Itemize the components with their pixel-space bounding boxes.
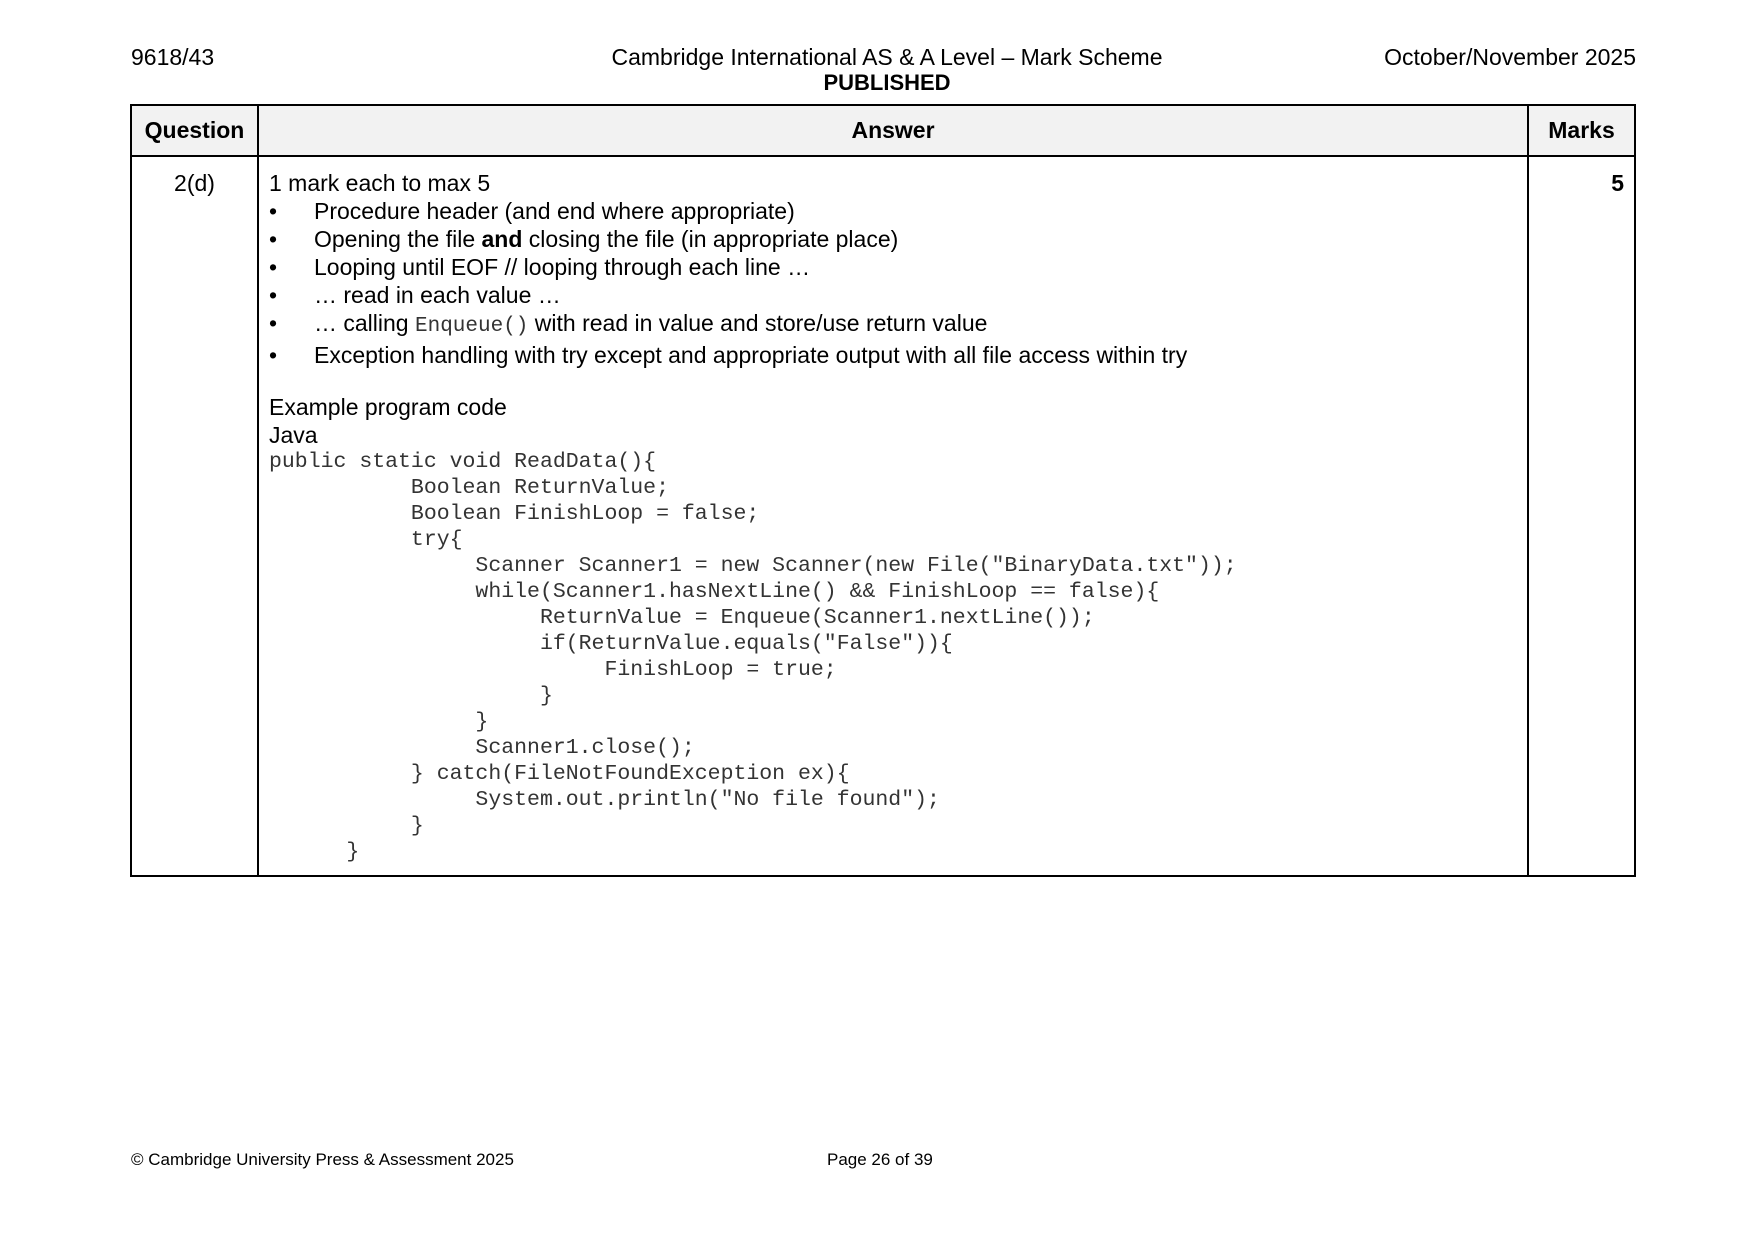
column-header-question: Question xyxy=(131,105,258,156)
column-header-answer: Answer xyxy=(258,105,1528,156)
copyright-notice: © Cambridge University Press & Assessment 2025 xyxy=(131,1150,514,1169)
mark-point-text: with read in value and store/use return value xyxy=(528,310,988,336)
page-number: Page 26 of 39 xyxy=(827,1150,933,1169)
bullet-icon: • xyxy=(269,198,278,224)
bullet-icon: • xyxy=(269,310,278,336)
table-header-row xyxy=(131,105,1635,156)
mark-point xyxy=(269,197,1517,225)
mark-point-text: closing the file (in appropriate place) xyxy=(522,226,899,252)
mark-point xyxy=(269,309,1517,341)
mark-point-text: … read in each value … xyxy=(314,282,561,308)
mark-scheme-table xyxy=(130,104,1636,877)
mark-point-emphasis: and xyxy=(481,226,523,252)
answer-cell xyxy=(258,156,1528,876)
mark-point-text: Opening the file xyxy=(314,226,482,252)
inline-code: Enqueue() xyxy=(414,315,529,338)
table-row xyxy=(131,156,1635,876)
document-title: Cambridge International AS & A Level – Mark Scheme xyxy=(611,44,1163,70)
paper-code: 9618/43 xyxy=(131,44,215,70)
question-number: 2(d) xyxy=(131,156,258,876)
mark-point-text: Looping until EOF // looping through each line … xyxy=(314,254,811,280)
bullet-icon: • xyxy=(269,342,278,368)
marks-value: 5 xyxy=(1528,156,1635,876)
mark-point-text: Exception handling with try except and appropriate output with all file access within try xyxy=(314,342,1188,368)
marking-instruction: 1 mark each to max 5 xyxy=(269,170,491,196)
mark-points-list xyxy=(269,197,1517,369)
exam-session: October/November 2025 xyxy=(1384,44,1636,70)
example-code-label: Example program code xyxy=(269,394,507,420)
mark-point xyxy=(269,225,1517,253)
mark-point xyxy=(269,281,1517,309)
mark-point xyxy=(269,341,1517,369)
bullet-icon: • xyxy=(269,226,278,252)
mark-point xyxy=(269,253,1517,281)
mark-point-text: Procedure header (and end where appropriate) xyxy=(314,198,795,224)
publication-status: PUBLISHED xyxy=(823,70,951,95)
mark-point-text: … calling xyxy=(314,310,415,336)
column-header-marks: Marks xyxy=(1528,105,1635,156)
bullet-icon: • xyxy=(269,254,278,280)
code-block: public static void ReadData(){ Boolean ReturnValue; Boolean FinishLoop = false; try{ Scanner Scanner1 = new Scanner(new File("BinaryData.txt")); while(Scanner1.hasNextLine() && FinishLoop == false){ ReturnValue = Enqueue(Scanner1.nextLine()); if(ReturnValue.equals("False")){ FinishLoop = true; } } Scanner1.close(); } catch(FileNotFoundException ex){ System.out.println("No file found"); } } xyxy=(269,450,1237,864)
bullet-icon: • xyxy=(269,282,278,308)
language-label: Java xyxy=(269,422,318,448)
spacer xyxy=(269,369,1517,393)
